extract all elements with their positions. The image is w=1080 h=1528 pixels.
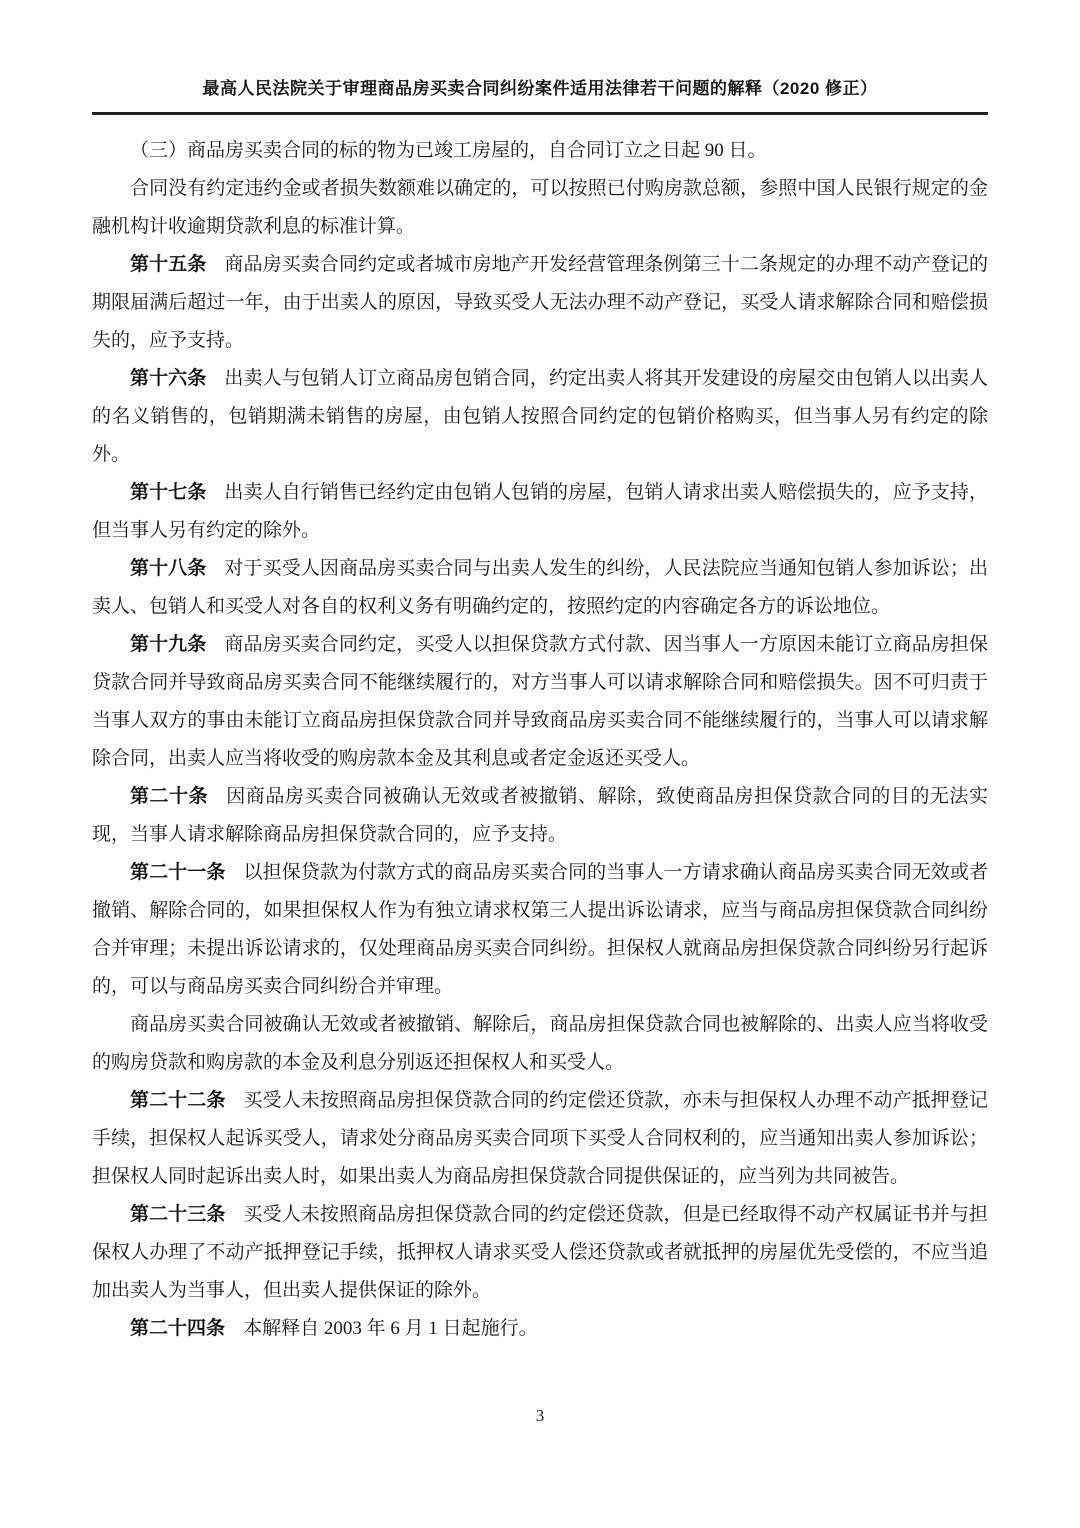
article-paragraph [92, 626, 988, 778]
paragraph [92, 170, 988, 246]
article-paragraph [92, 854, 988, 1006]
document-header-title: 最高人民法院关于审理商品房买卖合同纠纷案件适用法律若干问题的解释（2020 修正） [202, 79, 878, 98]
document-body [92, 132, 988, 1348]
paragraph-text: 本解释自 2003 年 6 月 1 日起施行。 [243, 1318, 538, 1339]
paragraph-text: 以担保贷款为付款方式的商品房买卖合同的当事人一方请求确认商品房买卖合同无效或者撤销、解除合同的，如果担保权人作为有独立请求权第三人提出诉讼请求，应当与商品房担保贷款合同纠纷合并审理；未提出诉讼请求的，仅处理商品房买卖合同纠纷。担保权人就商品房担保贷款合同纠纷另行起诉的，可以与商品房买卖合同纠纷合并审理。 [92, 862, 988, 997]
paragraph [92, 132, 988, 170]
article-paragraph [92, 246, 988, 360]
header-rule [92, 112, 988, 115]
article-number: 第二十三条 [130, 1204, 226, 1225]
paragraph-text: 商品房买卖合同约定或者城市房地产开发经营管理条例第三十二条规定的办理不动产登记的期限届满后超过一年，由于出卖人的原因，导致买受人无法办理不动产登记，买受人请求解除合同和赔偿损失的，应予支持。 [92, 254, 988, 351]
article-number: 第十六条 [130, 368, 207, 389]
paragraph [92, 1006, 988, 1082]
paragraph-text: 买受人未按照商品房担保贷款合同的约定偿还贷款，亦未与担保权人办理不动产抵押登记手续，担保权人起诉买受人，请求处分商品房买卖合同项下买受人合同权利的，应当通知出卖人参加诉讼；担保权人同时起诉出卖人时，如果出卖人为商品房担保贷款合同提供保证的，应当列为共同被告。 [92, 1090, 988, 1187]
article-number: 第二十四条 [130, 1318, 226, 1339]
paragraph-text: 出卖人与包销人订立商品房包销合同，约定出卖人将其开发建设的房屋交由包销人以出卖人的名义销售的，包销期满未销售的房屋，由包销人按照合同约定的包销价格购买，但当事人另有约定的除外。 [92, 368, 988, 465]
article-number: 第十五条 [130, 254, 207, 275]
article-paragraph [92, 360, 988, 474]
paragraph-text: 因商品房买卖合同被确认无效或者被撤销、解除，致使商品房担保贷款合同的目的无法实现，当事人请求解除商品房担保贷款合同的，应予支持。 [92, 786, 988, 845]
article-number: 第二十一条 [130, 862, 226, 883]
article-number: 第十八条 [130, 558, 207, 579]
paragraph-text: 商品房买卖合同约定，买受人以担保贷款方式付款、因当事人一方原因未能订立商品房担保贷款合同并导致商品房买卖合同不能继续履行的，对方当事人可以请求解除合同和赔偿损失。因不可归责于当事人双方的事由未能订立商品房担保贷款合同并导致商品房买卖合同不能继续履行的，当事人可以请求解除合同，出卖人应当将收受的购房款本金及其利息或者定金返还买受人。 [92, 634, 988, 769]
paragraph-text: 商品房买卖合同被确认无效或者被撤销、解除后，商品房担保贷款合同也被解除的、出卖人应当将收受的购房贷款和购房款的本金及利息分别返还担保权人和买受人。 [92, 1014, 988, 1073]
paragraph-text: 对于买受人因商品房买卖合同与出卖人发生的纠纷，人民法院应当通知包销人参加诉讼；出卖人、包销人和买受人对各自的权利义务有明确约定的，按照约定的内容确定各方的诉讼地位。 [92, 558, 988, 617]
article-paragraph [92, 1196, 988, 1310]
paragraph-text: 出卖人自行销售已经约定由包销人包销的房屋，包销人请求出卖人赔偿损失的，应予支持，但当事人另有约定的除外。 [92, 482, 988, 541]
page-number: 3 [535, 1406, 545, 1425]
paragraph-text: （三）商品房买卖合同的标的物为已竣工房屋的，自合同订立之日起 90 日。 [130, 140, 767, 161]
article-paragraph [92, 1082, 988, 1196]
paragraph-text: 买受人未按照商品房担保贷款合同的约定偿还贷款，但是已经取得不动产权属证书并与担保权人办理了不动产抵押登记手续，抵押权人请求买受人偿还贷款或者就抵押的房屋优先受偿的，不应当追加出卖人为当事人，但出卖人提供保证的除外。 [92, 1204, 988, 1301]
article-number: 第二十条 [130, 786, 209, 807]
paragraph-text: 合同没有约定违约金或者损失数额难以确定的，可以按照已付购房款总额，参照中国人民银行规定的金融机构计收逾期贷款利息的标准计算。 [92, 178, 988, 237]
article-number: 第十七条 [130, 482, 207, 503]
article-number: 第二十二条 [130, 1090, 226, 1111]
article-paragraph [92, 778, 988, 854]
article-paragraph [92, 1310, 988, 1348]
article-number: 第十九条 [130, 634, 207, 655]
article-paragraph [92, 474, 988, 550]
article-paragraph [92, 550, 988, 626]
